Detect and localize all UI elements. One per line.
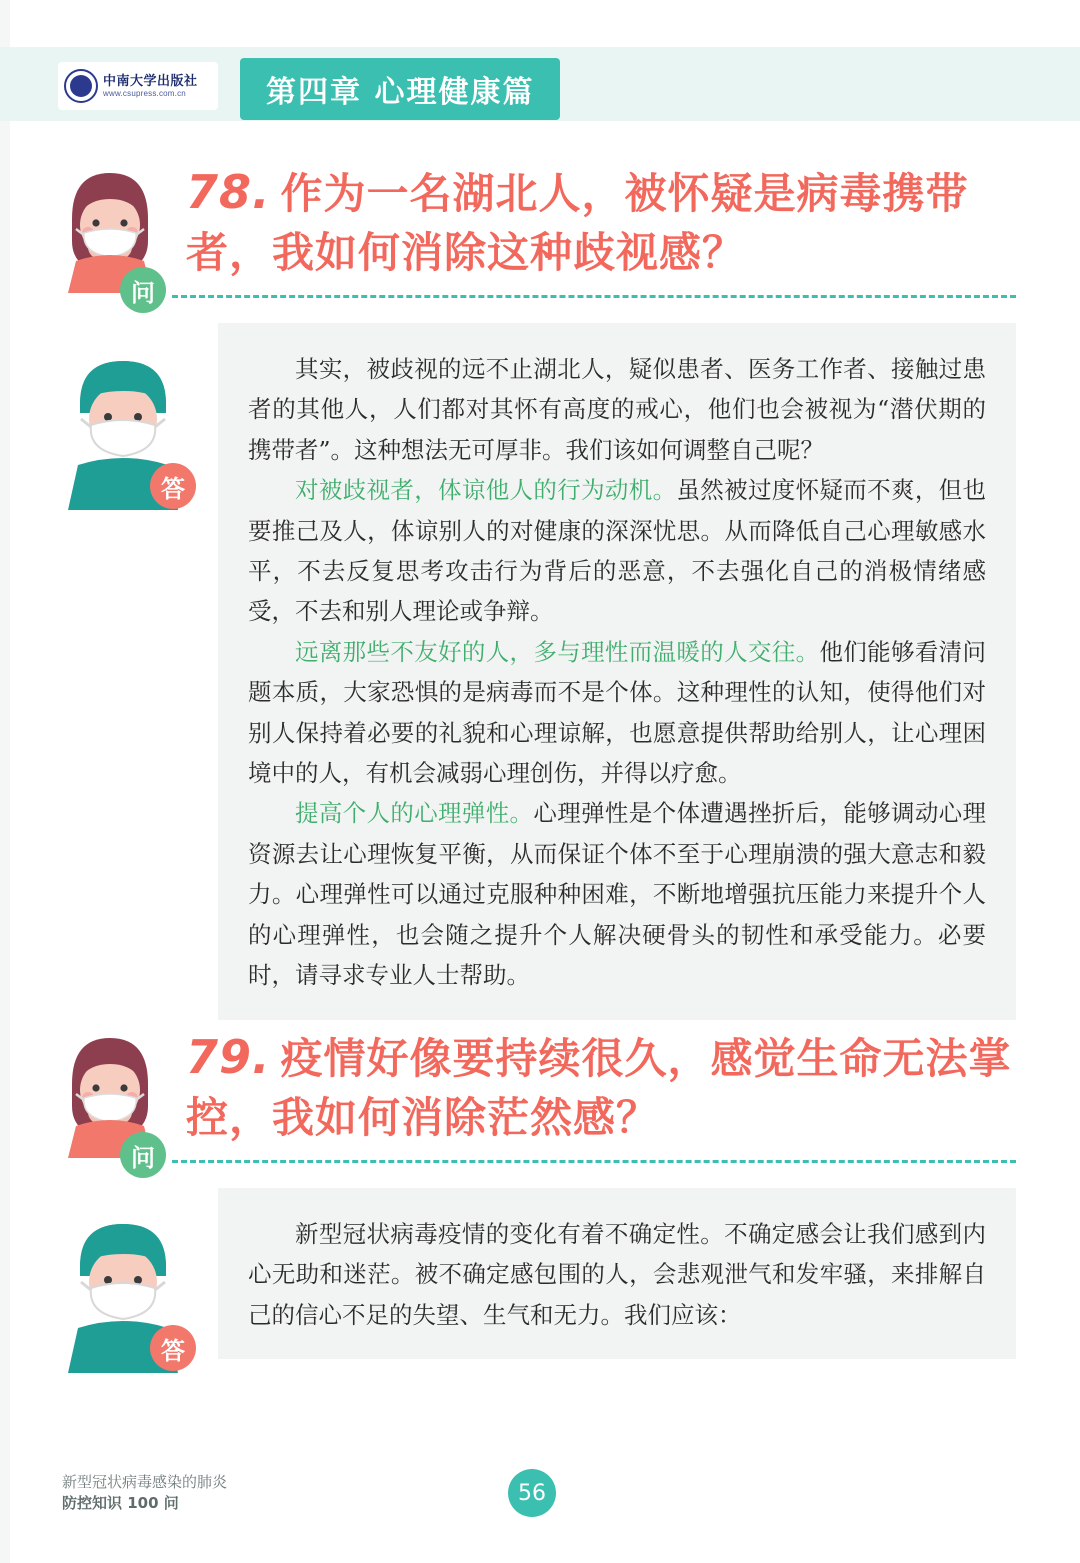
question-title-78 xyxy=(186,161,1016,282)
qa-section-78 xyxy=(0,155,1080,990)
question-text-79: 疫情好像要持续很久，感觉生命无法掌控，我如何消除茫然感？ xyxy=(186,1034,1012,1143)
answer-paragraph xyxy=(248,349,986,470)
answer-paragraph xyxy=(248,632,986,794)
highlighted-phrase: 提高个人的心理弹性。 xyxy=(295,799,534,828)
body-text: 心理弹性是个体遭遇挫折后，能够调动心理资源去让心理恢复平衡，从而保证个体不至于心理崩溃的强大意志和毅力。心理弹性可以通过克服种种困难，不断地增强抗压能力来提升个人的心理弹性，也会随之提升个人解决硬骨头的韧性和承受能力。必要时，请寻求专业人士帮助。 xyxy=(248,799,987,990)
answer-paragraph xyxy=(248,1214,986,1335)
answer-text-78 xyxy=(218,323,1016,1020)
publisher-url: www.csupress.com.cn xyxy=(103,88,186,98)
divider-dashed-78 xyxy=(172,295,1016,298)
footer-book-title xyxy=(62,1472,227,1516)
question-title-79 xyxy=(186,1026,1016,1147)
body-text: 其实，被歧视的远不止湖北人，疑似患者、医务工作者、接触过患者的其他人，人们都对其怀有高度的戒心，他们也会被视为“潜伏期的携带者”。这种想法无可厚非。我们该如何调整自己呢？ xyxy=(248,355,986,464)
question-number-79: 79. xyxy=(186,1030,271,1084)
answer-badge: 答 xyxy=(150,463,196,509)
divider-dashed-79 xyxy=(172,1160,1016,1163)
answer-paragraph xyxy=(248,793,986,995)
chapter-title: 第四章 心理健康篇 xyxy=(266,75,535,110)
footer-line-2: 防控知识 100 问 xyxy=(62,1494,179,1513)
qa-section-79 xyxy=(0,1020,1080,1400)
body-text: 虽然被过度怀疑而不爽，但也要推己及人，体谅别人的对健康的深深忧思。从而降低自己心理敏感水平，不去反复思考攻击行为背后的恶意，不去强化自己的消极情绪感受，不去和别人理论或争辩。 xyxy=(248,476,987,626)
question-number-78: 78. xyxy=(186,165,271,219)
highlighted-phrase: 对被歧视者，体谅他人的行为动机。 xyxy=(295,476,677,505)
answer-row-79 xyxy=(0,1170,1080,1400)
answer-paragraph xyxy=(248,470,986,632)
ask-badge: 问 xyxy=(120,1132,166,1178)
question-row-79 xyxy=(0,1020,1080,1170)
publisher-name: 中南大学出版社 xyxy=(103,72,198,88)
footer-line-1: 新型冠状病毒感染的肺炎 xyxy=(62,1472,228,1491)
ask-badge: 问 xyxy=(120,267,166,313)
answer-row-78 xyxy=(0,305,1080,990)
highlighted-phrase: 远离那些不友好的人，多与理性而温暖的人交往。 xyxy=(295,637,820,666)
answer-badge: 答 xyxy=(150,1325,196,1371)
page-number-badge: 56 xyxy=(508,1469,556,1517)
question-text-78: 作为一名湖北人，被怀疑是病毒携带者，我如何消除这种歧视感？ xyxy=(186,169,969,278)
answer-text-79 xyxy=(218,1188,1016,1359)
question-row-78 xyxy=(0,155,1080,305)
publisher-logo xyxy=(58,62,218,110)
chapter-tab xyxy=(240,58,560,120)
body-text: 新型冠状病毒疫情的变化有着不确定性。不确定感会让我们感到内心无助和迷茫。被不确定感包围的人，会悲观泄气和发牢骚，来排解自己的信心不足的失望、生气和无力。我们应该： xyxy=(248,1220,986,1329)
publisher-seal-icon xyxy=(64,69,98,103)
body-text: 他们能够看清问题本质，大家恐惧的是病毒而不是个体。这种理性的认知，使得他们对别人保持着必要的礼貌和心理谅解，也愿意提供帮助给别人，让心理困境中的人，有机会减弱心理创伤，并得以疗愈。 xyxy=(248,637,987,788)
